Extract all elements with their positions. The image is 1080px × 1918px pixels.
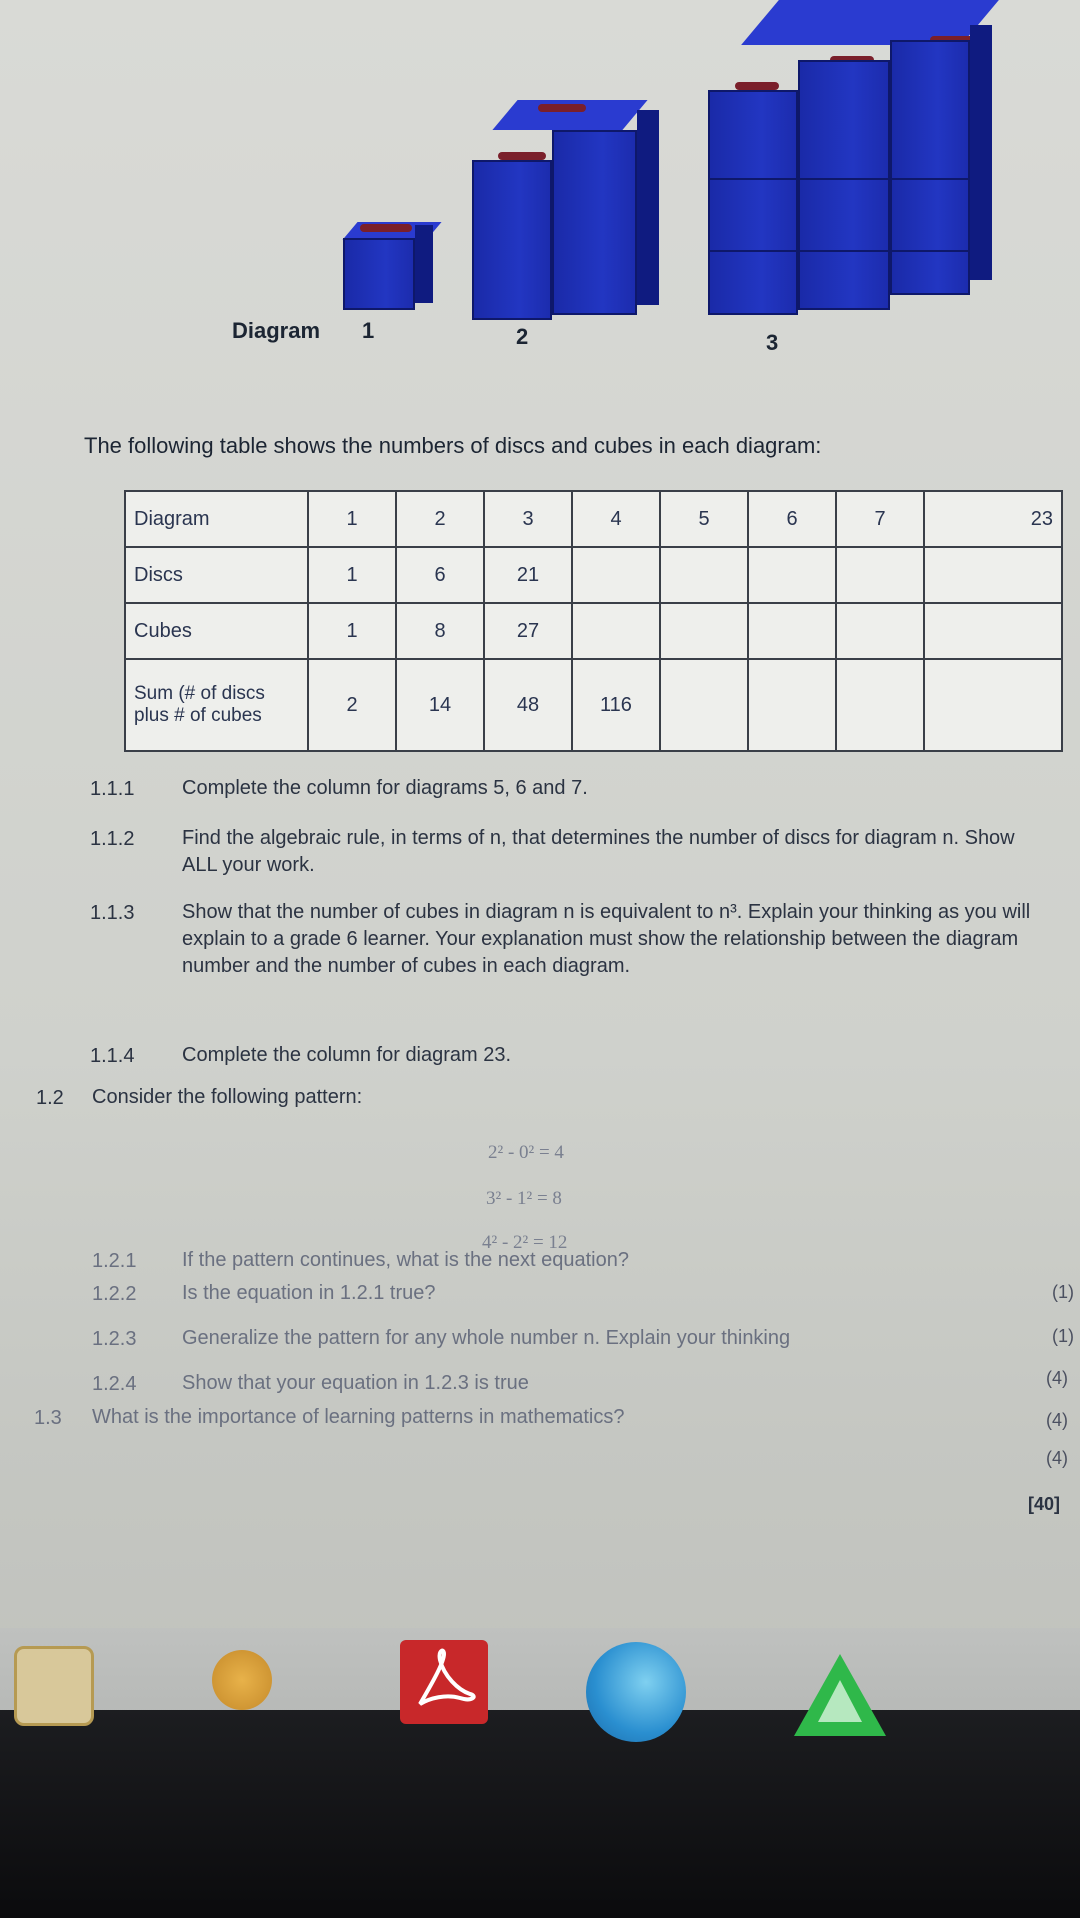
question-number: 1.1.1	[90, 778, 135, 800]
mark-allocation: (1)	[1052, 1282, 1074, 1302]
table-cell: 27	[484, 603, 572, 659]
question-number: 1.2	[36, 1087, 64, 1109]
question-number: 1.1.2	[90, 828, 135, 850]
question-text: What is the importance of learning patterns in mathematics?	[92, 1406, 625, 1428]
table-cell	[836, 603, 924, 659]
mark-allocation: (4)	[1046, 1368, 1068, 1388]
table-row	[125, 603, 1062, 659]
mark-allocation: (4)	[1046, 1410, 1068, 1430]
table-cell	[748, 547, 836, 603]
question-text: Show that your equation in 1.2.3 is true	[182, 1372, 529, 1394]
table-row-label: Sum (# of discs plus # of cubes	[125, 659, 308, 751]
table-cell: 1	[308, 547, 396, 603]
table-cell	[660, 659, 748, 751]
table-cell	[924, 603, 1062, 659]
table-header-cell: 4	[572, 491, 660, 547]
table-header-cell: 6	[748, 491, 836, 547]
table-cell	[572, 547, 660, 603]
table-header-cell: Diagram	[125, 491, 308, 547]
table-header-cell: 5	[660, 491, 748, 547]
monitor-bezel	[0, 1710, 1080, 1918]
table-cell: 2	[308, 659, 396, 751]
notes-app-icon[interactable]	[14, 1646, 94, 1726]
drive-app-icon[interactable]	[790, 1650, 890, 1740]
acrobat-icon[interactable]	[400, 1640, 488, 1724]
question-number: 1.3	[34, 1407, 62, 1429]
question-text: Consider the following pattern:	[92, 1086, 363, 1108]
mark-allocation: (4)	[1046, 1448, 1068, 1468]
table-intro: The following table shows the numbers of discs and cubes in each diagram:	[84, 433, 822, 458]
question-text: Is the equation in 1.2.1 true?	[182, 1282, 436, 1304]
diagram-number-3: 3	[766, 330, 779, 355]
diagram-label: Diagram	[232, 318, 321, 343]
table-header-cell: 1	[308, 491, 396, 547]
table-cell	[924, 547, 1062, 603]
table-cell	[572, 603, 660, 659]
question-number: 1.2.2	[92, 1283, 137, 1305]
table-row	[125, 491, 1062, 547]
table-row-label: Cubes	[125, 603, 308, 659]
question-text: Show that the number of cubes in diagram n is equivalent to n³. Explain your thinking as you will explain to a grade 6 learner. Your explanation must show the relationship between the diagram number and the number of cubes in each diagram.	[182, 901, 1031, 977]
diagram-number-1: 1	[362, 318, 375, 343]
question-number: 1.2.3	[92, 1328, 137, 1350]
table-cell: 116	[572, 659, 660, 751]
question-number: 1.2.1	[92, 1250, 137, 1272]
question-text: Complete the column for diagrams 5, 6 and 7.	[182, 777, 588, 799]
question-number: 1.2.4	[92, 1373, 137, 1395]
table-cell: 8	[396, 603, 484, 659]
table-cell: 48	[484, 659, 572, 751]
question-text: Complete the column for diagram 23.	[182, 1044, 512, 1066]
discs-cubes-table	[124, 490, 1063, 752]
mark-allocation: (1)	[1052, 1326, 1074, 1346]
table-cell	[748, 659, 836, 751]
question-number: 1.1.3	[90, 902, 135, 924]
edge-browser-icon[interactable]	[586, 1642, 686, 1742]
table-header-cell: 2	[396, 491, 484, 547]
total-marks: [40]	[1028, 1494, 1061, 1514]
table-header-cell: 23	[924, 491, 1062, 547]
table-cell: 6	[396, 547, 484, 603]
table-row	[125, 659, 1062, 751]
table-row-label: Discs	[125, 547, 308, 603]
question-text: If the pattern continues, what is the next equation?	[182, 1249, 629, 1271]
table-cell	[660, 547, 748, 603]
table-cell	[748, 603, 836, 659]
pattern-equation: 3² - 1² = 8	[486, 1188, 562, 1209]
table-header-cell: 7	[836, 491, 924, 547]
table-cell: 14	[396, 659, 484, 751]
table-cell	[836, 547, 924, 603]
table-header-cell: 3	[484, 491, 572, 547]
table-cell	[660, 603, 748, 659]
pattern-equation: 2² - 0² = 4	[488, 1142, 564, 1163]
pattern-equation: 4² - 2² = 12	[482, 1232, 568, 1253]
drive-triangle-icon	[790, 1650, 890, 1740]
question-text: Find the algebraic rule, in terms of n, that determines the number of discs for diagram n. Show ALL your work.	[182, 827, 1015, 876]
table-cell	[924, 659, 1062, 751]
table-cell: 1	[308, 603, 396, 659]
table-row	[125, 547, 1062, 603]
acrobat-logo-icon	[400, 1640, 488, 1724]
media-app-icon[interactable]	[212, 1650, 272, 1710]
question-text: Generalize the pattern for any whole number n. Explain your thinking	[182, 1327, 791, 1349]
diagram-number-2: 2	[516, 324, 529, 349]
table-cell: 21	[484, 547, 572, 603]
question-number: 1.1.4	[90, 1045, 135, 1067]
table-cell	[836, 659, 924, 751]
